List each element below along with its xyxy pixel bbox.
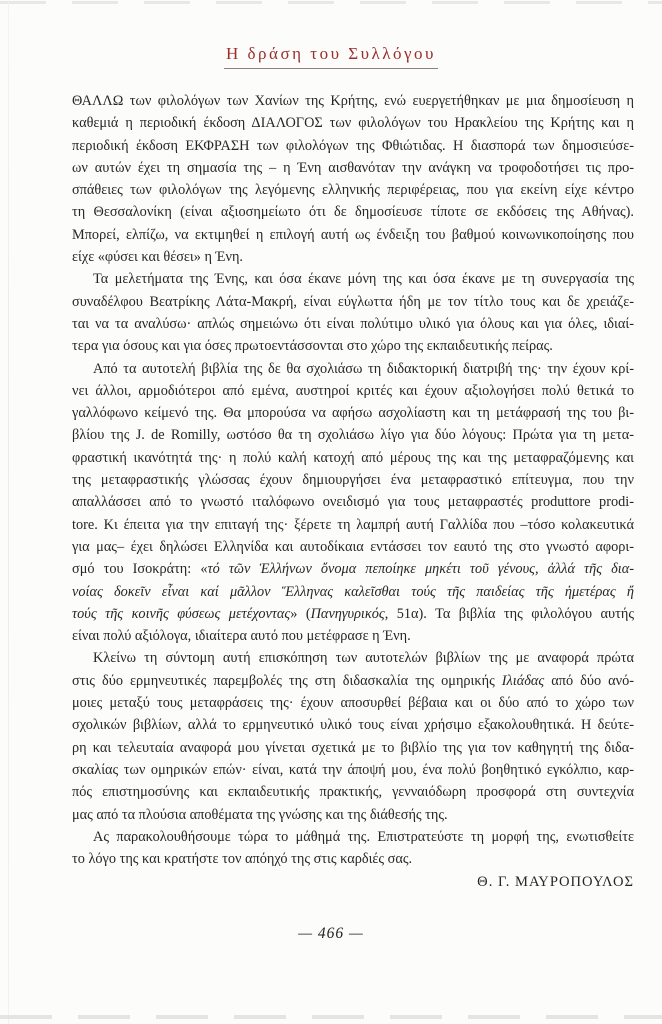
text-run: στις δύο ερμηνευτικές παρεμβολές της στη διδασκαλία της ομηρικής	[72, 672, 502, 689]
text-line	[72, 447, 634, 469]
text-run: σκαλίας των ομηρικών επών· είναι, κατά την άποψή μου, ένα πολύ βοηθητικό εγκόλπιο, καρ-	[72, 761, 634, 778]
italic-run: τούς τῆς κοινῆς φύσεως μετέχοντας	[72, 605, 291, 622]
scan-edge-artifact-left	[8, 0, 9, 1024]
text-run: νει άλλοι, αρμοδιότεροι από εμένα, αυστηροί κριτές και έχουν αξιολογήσει πολύ θετικά το	[72, 382, 634, 399]
text-line	[72, 558, 634, 580]
text-line	[72, 692, 634, 714]
text-run: είναι πολύ αξιόλογα, ιδιαίτερα αυτό που μετέφρασε η Ένη.	[72, 628, 411, 645]
italic-run: νοίας δοκεῖν εἶναι καί μᾶλλον Ἕλληνας καλεῖσθαι τούς τῆς παιδείας τῆς ἡμετέρας ἤ	[72, 583, 634, 600]
text-run: πός επιστημοσύνης και εκπαιδευτικής πρακτικής, γενναιόδωρη προσφορά στη συντεχνία	[72, 784, 634, 801]
page-number: — 466 —	[298, 925, 364, 942]
paragraph	[72, 268, 634, 357]
text-line	[72, 469, 634, 491]
text-line	[72, 848, 634, 870]
section-title	[0, 44, 662, 69]
author-signature: Θ. Γ. ΜΑΥΡΟΠΟΥΛΟΣ	[477, 874, 634, 891]
text-line	[72, 157, 634, 179]
text-line	[72, 358, 634, 380]
paragraph	[72, 358, 634, 648]
text-run: Μπορεί, ελπίζω, να εκτιμηθεί η επιλογή αυτή ως ένδειξη του βαθμού κοινωνικοποίησης που	[72, 226, 634, 243]
text-line	[72, 536, 634, 558]
text-run: ΘΑΛΛΩ των φιλολόγων των Χανίων της Κρήτης, ενώ ευεργετήθηκαν με μια δημοσίευση η	[72, 93, 634, 109]
text-run: το λόγο της και κρατήστε τον απόηχό της στις καρδιές σας.	[72, 851, 413, 868]
text-line	[72, 90, 634, 112]
text-run: » (	[290, 605, 311, 622]
text-run: καθεμιά η περιοδική έκδοση ΔΙΑΛΟΓΟΣ των φιλολόγων του Ηρακλείου της Κρήτης και η	[72, 115, 634, 132]
text-run: ρη και τελευταία αναφορά μου γίνεται σχετικά με το βιβλίο της για τον καθηγητή της διδα-	[72, 739, 634, 756]
italic-run: Πανηγυρικός	[310, 605, 385, 622]
text-line	[72, 179, 634, 201]
text-run: συναδέλφου Βεατρίκης Λάτα-Μακρή, είναι εύγλωττα ήδη με τον τίτλο τους και δε χρειάζε-	[72, 293, 634, 310]
text-line	[72, 625, 634, 647]
scan-edge-artifact-top	[0, 1, 662, 4]
text-run: ων αυτών έχει τη σημασία της – η Ένη αισθανόταν την ανάγκη να τροφοδοτήσει τις προ-	[72, 159, 634, 176]
text-run: από δύο ανό-	[544, 672, 634, 689]
text-line	[72, 313, 634, 335]
text-line	[72, 291, 634, 313]
text-line	[72, 714, 634, 736]
text-run: tore. Κι έπειτα για την επιταγή της· ξέρετε τη λαμπρή αυτή Γαλλίδα που –τόσο κολακευτικά	[72, 516, 634, 533]
text-run: Από τα αυτοτελή βιβλία της δε θα σχολιάσω τη διδακτορική διατριβή της· την έχουν κρί-	[93, 360, 634, 377]
article-body	[72, 90, 634, 894]
text-line	[72, 514, 634, 536]
text-line	[72, 112, 634, 134]
text-run: Τα μελετήματα της Ένης, και όσα έκανε μόνη της και όσα έκανε με τη συνεργασία της	[93, 271, 634, 288]
text-line	[72, 491, 634, 513]
text-line	[72, 603, 634, 625]
text-line	[72, 804, 634, 826]
text-line	[72, 402, 634, 424]
section-title-text: Η δράση του Συλλόγου	[224, 44, 438, 69]
text-run: μοιες μεταξύ τους μεταφράσεις της· έχουν αποσυρθεί βέβαια και οι δύο από το χώρο των	[72, 695, 634, 712]
paragraph	[72, 647, 634, 825]
text-line	[72, 670, 634, 692]
italic-run: τό τῶν Ἑλλήνων ὄνομα πεποίηκε μηκέτι τοῦ γένους, ἀλλά τῆς δια-	[207, 561, 634, 578]
text-line	[72, 335, 634, 357]
text-run: μας από τα πλούσια αποθέματα της γνώσης και της διάθεσής της.	[72, 806, 448, 823]
text-run: είχε «φύσει και θέσει» η Ένη.	[72, 249, 243, 266]
text-run: απαλλάσσει από το γνωστό ιταλόφωνο ονειδισμό για τους μεταφραστές produttore prodi-	[72, 494, 634, 511]
text-line	[72, 424, 634, 446]
text-run: γαλλόφωνο κείμενό της. Θα μπορούσα να αφήσω ασχολίαστη και τη μετάφρασή της του βι-	[72, 405, 634, 422]
text-line	[72, 781, 634, 803]
text-run: περιοδική έκδοση ΕΚΦΡΑΣΗ των φιλολόγων της Φθιώτιδας. Η διασπορά των δημοσιεύσε-	[72, 137, 634, 154]
text-run: βλίου της J. de Romilly, ωστόσο θα τη σχολιάσω λίγο για δύο λόγους: Πρώτα για τη μετα-	[72, 427, 634, 444]
text-line	[72, 224, 634, 246]
text-run: τη Θεσσαλονίκη (είναι αξιοσημείωτο ότι δε δημοσίευσε τίποτε σε εκδόσεις της Αθήνας).	[72, 204, 634, 221]
text-line	[72, 826, 634, 848]
text-run: σχολικών βιβλίων, αλλά το ερμηνευτικό υλικό τους είναι χρήσιμο εξακολουθητικά. Η δεύτε-	[72, 717, 634, 734]
text-run: τερα για όσους και για όσες πρωτοεντάσσονται στο χώρο της εκπαιδευτικής πείρας.	[72, 338, 553, 355]
text-run: της μεταφραστικής γλώσσας έχουν δημιουργήσει ένα μεταφραστικό επίτευγμα, που την	[72, 472, 634, 489]
text-line	[72, 647, 634, 669]
text-line	[72, 268, 634, 290]
text-run: σπάθειες των φιλολόγων της λεγόμενης ελληνικής περιφέρειας, που για εκείνη είχε κέντρο	[72, 182, 634, 199]
text-line	[72, 581, 634, 603]
text-run: Κλείνω τη σύντομη αυτή επισκόπηση των αυτοτελών βιβλίων της με αναφορά πρώτα	[93, 650, 634, 667]
text-run: , 51α). Τα βιβλία της φιλολόγου αυτής	[384, 605, 634, 622]
text-run: φραστική ικανότητά της· η πολύ καλή κατοχή από μέρους της και της μεταφραζόμενης και	[72, 449, 634, 466]
scan-edge-artifact-bottom	[0, 1015, 662, 1019]
paragraph	[72, 90, 634, 268]
text-line	[72, 380, 634, 402]
italic-run: Ιλιάδας	[501, 672, 545, 689]
text-line	[72, 246, 634, 268]
text-line	[72, 135, 634, 157]
text-line	[72, 737, 634, 759]
text-line	[72, 201, 634, 223]
text-run: για μας– έχει δηλώσει Ελληνίδα και αυτοδίκαια εντάσσει τον εαυτό της στο γνωστό αφορι-	[72, 538, 634, 555]
text-run: σμό του Ισοκράτη: «	[72, 561, 208, 578]
paragraphs-container	[72, 90, 634, 870]
text-run: Ας παρακολουθήσουμε τώρα το μάθημά της. Επιστρατεύστε τη μορφή της, ενωτισθείτε	[93, 828, 634, 845]
text-line	[72, 759, 634, 781]
paragraph	[72, 826, 634, 871]
text-run: ται να τα αναλύσω· απλώς σημειώνω ότι είναι πολύτιμο υλικό για όλους και για όλες, ιδιαί-	[72, 315, 634, 332]
